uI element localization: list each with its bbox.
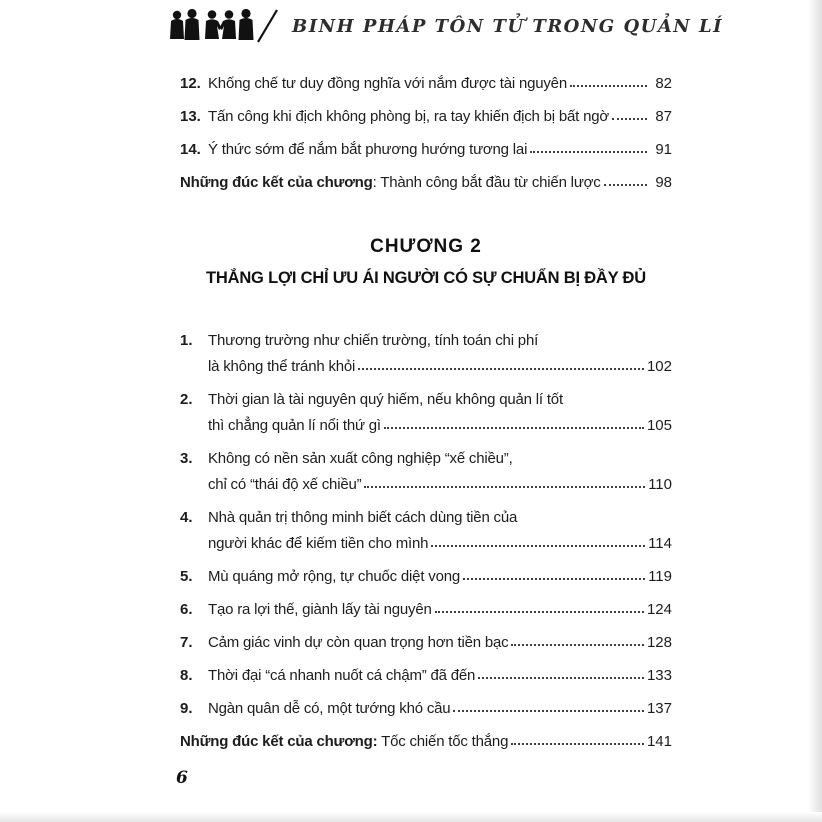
dot-leader: [478, 677, 644, 679]
toc-entry: [180, 446, 672, 498]
entry-text: Mù quáng mở rộng, tự chuốc diệt vong: [208, 568, 460, 585]
entry-page: 82: [655, 75, 672, 92]
dot-leader: [511, 743, 644, 745]
dot-leader: [604, 184, 647, 186]
dot-leader: [570, 85, 647, 87]
entry-text: Cảm giác vinh dự còn quan trọng hơn tiền bạc: [208, 634, 509, 651]
entry-page: 137: [646, 700, 672, 717]
entry-number: 4.: [180, 509, 193, 526]
entry-number: 3.: [180, 450, 193, 467]
entry-page: 124: [646, 601, 672, 618]
entry-text: Tạo ra lợi thế, giành lấy tài nguyên: [208, 601, 432, 618]
entry-number: 12.: [180, 75, 201, 92]
entry-number: 1.: [180, 332, 193, 349]
entry-page: 141: [646, 733, 672, 750]
summary-label: Những đúc kết của chương:: [180, 733, 378, 750]
toc-chapter-summary: [180, 171, 672, 194]
toc-chapter-summary: [180, 729, 672, 755]
dot-leader: [453, 710, 644, 712]
entry-number: 13.: [180, 108, 201, 125]
dot-leader: [435, 611, 644, 613]
summary-text: Tốc chiến tốc thắng: [377, 733, 509, 750]
toc-entry: [180, 138, 672, 161]
toc-entry: [180, 328, 672, 380]
entry-number: 9.: [180, 700, 193, 717]
entry-page: 119: [648, 568, 672, 585]
dot-leader: [530, 151, 647, 153]
dot-leader: [612, 118, 647, 120]
entry-text-line1: Không có nền sản xuất công nghiệp “xế chiều”,: [208, 450, 513, 467]
entry-page: 98: [655, 174, 672, 191]
entry-text-line1: Nhà quản trị thông minh biết cách dùng tiền của: [208, 509, 518, 526]
page-header: [168, 8, 723, 44]
entry-number: 8.: [180, 667, 193, 684]
dot-leader: [358, 368, 644, 370]
toc-entry: [180, 505, 672, 557]
dot-leader: [384, 427, 644, 429]
entry-text-line1: Thương trường như chiến trường, tính toán chi phí: [208, 332, 539, 349]
entry-number: 2.: [180, 391, 193, 408]
toc-entry: [180, 696, 672, 722]
entry-page: 87: [655, 108, 672, 125]
toc-entry: [180, 387, 672, 439]
entry-page: 114: [648, 535, 672, 552]
entry-page: 128: [646, 634, 672, 651]
entry-page: 110: [648, 476, 672, 493]
entry-text: Khống chế tư duy đồng nghĩa với nắm được tài nguyên: [208, 75, 567, 92]
entry-text-line2: thì chẳng quản lí nổi thứ gì: [208, 417, 381, 434]
toc-entry: [180, 72, 672, 95]
summary-label: Những đúc kết của chương: [180, 174, 373, 191]
entry-text: [180, 729, 508, 755]
entry-number: 14.: [180, 141, 201, 158]
entry-page: 102: [646, 358, 672, 375]
chapter-heading: [180, 236, 672, 288]
toc-entry: [180, 663, 672, 689]
entry-page: 91: [655, 141, 672, 158]
chapter-number: CHƯƠNG 2: [370, 236, 482, 257]
entry-text: [180, 171, 601, 194]
toc-entry: [180, 105, 672, 128]
dot-leader: [511, 644, 644, 646]
entry-text: Thời đại “cá nhanh nuốt cá chậm” đã đến: [208, 667, 476, 684]
entry-text: Tấn công khi địch không phòng bị, ra tay khiến địch bị bất ngờ: [208, 108, 610, 125]
entry-number: 5.: [180, 568, 193, 585]
toc-previous-chapter: [180, 72, 672, 194]
entry-text-line1: Thời gian là tài nguyên quý hiếm, nếu không quản lí tốt: [208, 391, 563, 408]
entry-text-line2: là không thể tránh khỏi: [208, 358, 356, 375]
table-of-contents: [180, 72, 672, 755]
toc-entry: [180, 597, 672, 623]
dot-leader: [364, 486, 645, 488]
entry-page: 105: [646, 417, 672, 434]
dot-leader: [431, 545, 645, 547]
toc-chapter-2: [180, 328, 672, 755]
chapter-title: THẮNG LỢI CHỈ ƯU ÁI NGƯỜI CÓ SỰ CHUẨN BỊ ĐẦY ĐỦ: [206, 269, 646, 287]
book-title: BINH PHÁP TÔN TỬ TRONG QUẢN LÍ: [292, 15, 724, 37]
people-logo-icon: [168, 8, 280, 44]
entry-text-line2: người khác để kiếm tiền cho mình: [208, 535, 429, 552]
entry-text-line2: chỉ có “thái độ xế chiều”: [208, 476, 362, 493]
entry-text: Ngàn quân dễ có, một tướng khó cầu: [208, 700, 451, 717]
dot-leader: [463, 578, 645, 580]
entry-page: 133: [646, 667, 672, 684]
photo-edge-bottom: [0, 812, 822, 822]
toc-entry: [180, 630, 672, 656]
entry-number: 7.: [180, 634, 193, 651]
page-number: 6: [176, 768, 188, 788]
photo-edge-right: [808, 0, 822, 822]
entry-text: Ý thức sớm để nắm bắt phương hướng tương lai: [208, 141, 528, 158]
summary-text: : Thành công bắt đầu từ chiến lược: [372, 174, 601, 191]
entry-number: 6.: [180, 601, 193, 618]
toc-entry: [180, 564, 672, 590]
